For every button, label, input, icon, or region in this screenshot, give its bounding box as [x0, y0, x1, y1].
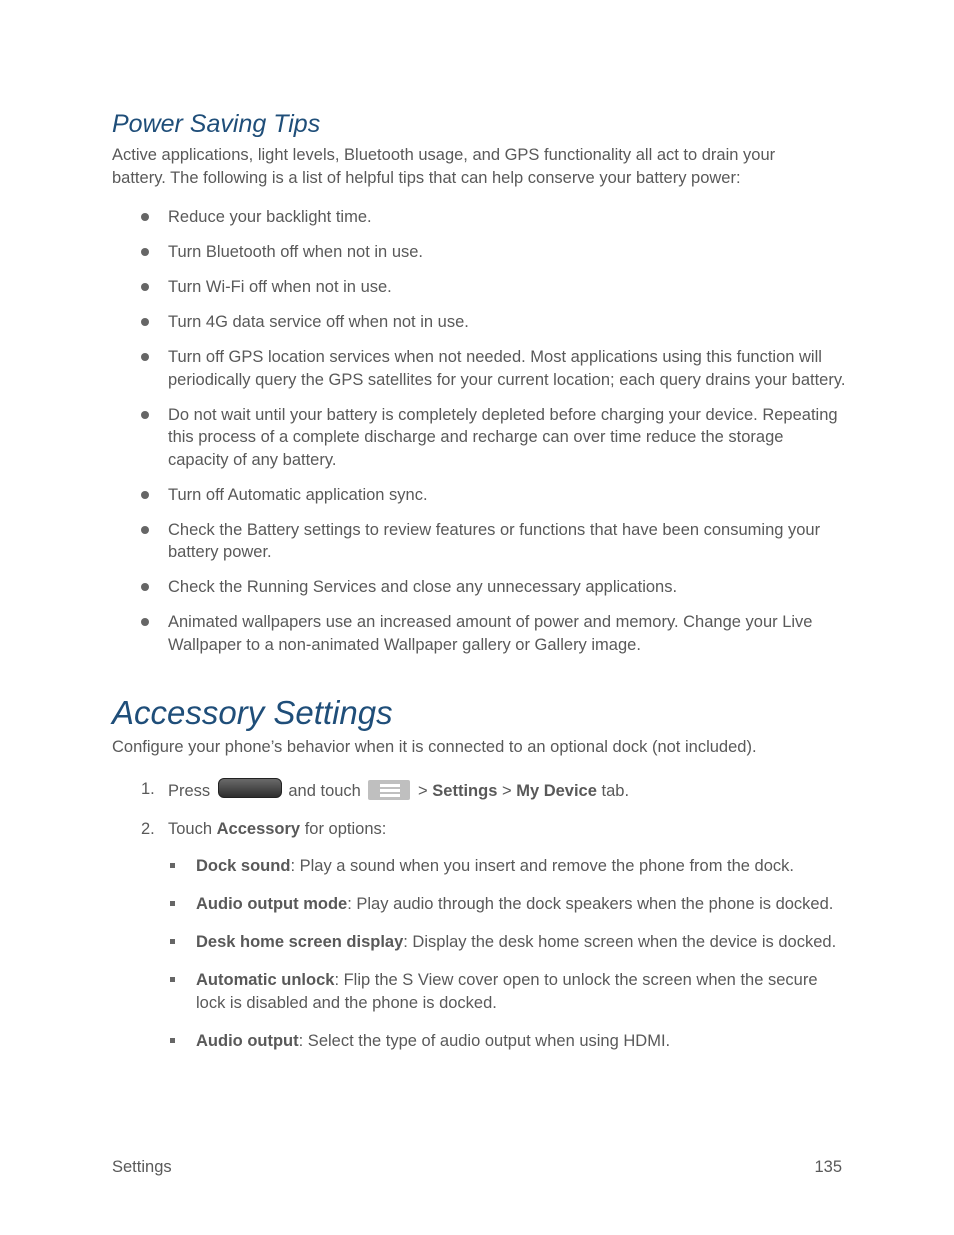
option-name: Audio output mode [196, 895, 348, 913]
step-text: for options: [304, 820, 387, 838]
step-2-text [168, 818, 386, 841]
step-text: Touch [168, 820, 213, 838]
bullet-icon [141, 248, 149, 256]
power-saving-tips-list [112, 206, 847, 669]
square-bullet-icon [170, 977, 175, 982]
list-item [112, 1030, 847, 1053]
option-desc: : Play a sound when you insert and remove the phone from the dock. [290, 857, 794, 875]
tip-text: Check the Battery settings to review features or functions that have been consuming your battery power. [168, 520, 821, 561]
step-number: 2. [141, 820, 155, 838]
list-item [112, 404, 847, 472]
accessory-options-list [112, 855, 847, 1068]
step-text: tab. [601, 782, 630, 800]
tip-text: Turn Bluetooth off when not in use. [168, 243, 424, 261]
bullet-icon [141, 318, 149, 326]
option-name: Desk home screen display [196, 933, 404, 951]
tip-text: Turn Wi-Fi off when not in use. [168, 278, 392, 296]
bullet-icon [141, 618, 149, 626]
power-saving-intro [112, 144, 842, 189]
home-key-icon [218, 778, 282, 798]
step-text: and touch [288, 782, 361, 800]
tip-text: Turn off GPS location services when not needed. Most applications using this function will periodically query the GPS satellites for your current location; each query drains your battery. [168, 348, 846, 389]
list-item [112, 576, 847, 599]
tip-text: Turn off Automatic application sync. [168, 485, 428, 504]
bullet-icon [141, 353, 149, 361]
bullet-icon [141, 213, 149, 221]
step-text: Press [168, 782, 211, 800]
bullet-icon [141, 411, 149, 419]
bullet-icon [141, 583, 149, 591]
bullet-icon [141, 283, 149, 291]
footer-section-name: Settings [112, 1158, 172, 1176]
option-desc: : Play audio through the dock speakers when the phone is docked. [347, 895, 834, 913]
list-item [112, 206, 847, 229]
list-item [112, 519, 847, 564]
step-text: > [501, 782, 512, 800]
option-desc: : Display the desk home screen when the device is docked. [403, 933, 837, 951]
tip-text: Check the Running Services and close any unnecessary applications. [168, 578, 678, 596]
option-desc: : Flip the S View cover open to unlock the screen when the secure lock is disabled and the phone is docked. [196, 971, 818, 1012]
option-name: Automatic unlock [196, 971, 335, 989]
square-bullet-icon [170, 1038, 175, 1043]
list-item [112, 346, 847, 391]
my-device-label: My Device [516, 782, 597, 800]
step-1-text [168, 778, 629, 803]
accessory-intro: Configure your phone’s behavior when it is connected to an optional dock (not included). [112, 738, 757, 756]
list-item [112, 241, 847, 264]
tip-text: Animated wallpapers use an increased amount of power and memory. Change your Live Wallpaper to a non-animated Wallpaper gallery or Gallery image. [168, 613, 813, 654]
intro-line-1: Active applications, light levels, Bluetooth usage, and GPS functionality all act to drain your [112, 146, 776, 164]
bullet-icon [141, 491, 149, 499]
list-item [112, 311, 847, 334]
section-heading-power-saving-tips: Power Saving Tips [112, 110, 321, 138]
section-heading-accessory-settings: Accessory Settings [112, 694, 393, 731]
option-name: Dock sound [196, 857, 291, 875]
tip-text: Reduce your backlight time. [168, 208, 372, 226]
list-item [112, 611, 847, 656]
list-item [112, 484, 847, 507]
list-item [112, 855, 847, 878]
intro-line-2: battery. The following is a list of helpful tips that can help conserve your battery power: [112, 168, 741, 187]
step-number: 1. [141, 780, 155, 798]
footer-page-number: 135 [814, 1158, 842, 1176]
list-item [112, 969, 847, 1014]
option-name: Audio output [196, 1031, 299, 1050]
step-text: > [418, 782, 428, 800]
settings-label: Settings [432, 782, 498, 800]
tip-text: Do not wait until your battery is completely depleted before charging your device. Repeating this process of a complete discharge and recharge can over time reduce the storage capacity of any battery. [168, 405, 838, 469]
square-bullet-icon [170, 939, 175, 944]
square-bullet-icon [170, 901, 175, 906]
accessory-label: Accessory [216, 820, 301, 838]
option-desc: : Select the type of audio output when using HDMI. [298, 1031, 671, 1050]
square-bullet-icon [170, 863, 175, 868]
list-item [112, 931, 847, 954]
tip-text: Turn 4G data service off when not in use. [168, 313, 469, 331]
bullet-icon [141, 526, 149, 534]
list-item [112, 893, 847, 916]
list-item [112, 276, 847, 299]
menu-key-icon [368, 780, 410, 800]
